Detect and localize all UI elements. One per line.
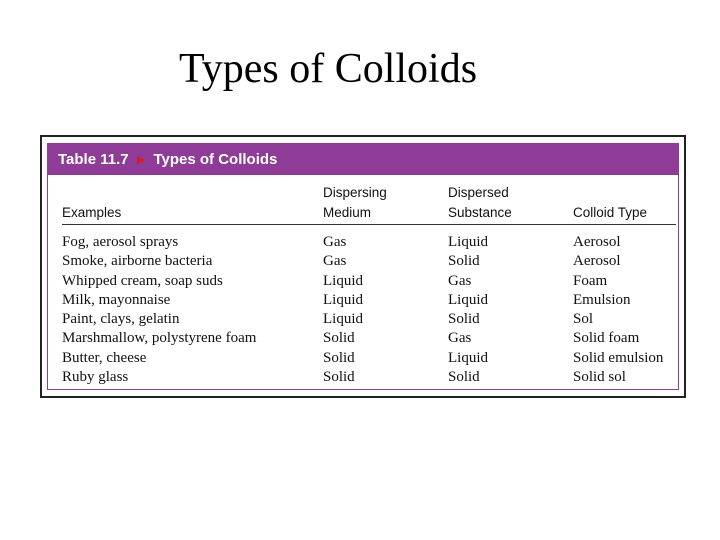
table-caption-number: Table 11.7 bbox=[58, 151, 129, 168]
cell-colloid-type: Aerosol bbox=[573, 253, 621, 270]
cell-examples: Marshmallow, polystyrene foam bbox=[62, 330, 257, 347]
table-caption-bar bbox=[48, 144, 678, 175]
cell-medium: Solid bbox=[323, 330, 355, 347]
cell-substance: Liquid bbox=[448, 349, 488, 366]
cell-colloid-type: Emulsion bbox=[573, 291, 631, 308]
cell-colloid-type: Sol bbox=[573, 311, 594, 328]
cell-examples: Smoke, airborne bacteria bbox=[62, 253, 213, 270]
header-colloid-type: Colloid Type bbox=[573, 205, 648, 220]
table-row bbox=[48, 349, 678, 368]
cell-medium: Solid bbox=[323, 349, 355, 366]
table-row bbox=[48, 310, 678, 329]
colloid-table bbox=[47, 143, 679, 390]
header-medium-line1: Dispersing bbox=[323, 185, 387, 200]
cell-examples: Ruby glass bbox=[62, 369, 129, 386]
cell-substance: Liquid bbox=[448, 291, 488, 308]
colloid-table-frame bbox=[40, 135, 686, 398]
table-row bbox=[48, 233, 678, 252]
cell-examples: Paint, clays, gelatin bbox=[62, 311, 180, 328]
cell-substance: Gas bbox=[448, 330, 472, 347]
header-substance-line1: Dispersed bbox=[448, 185, 509, 200]
header-medium-line2: Medium bbox=[323, 205, 372, 220]
table-row bbox=[48, 252, 678, 271]
cell-medium: Solid bbox=[323, 369, 355, 386]
slide-title: Types of Colloids bbox=[179, 46, 478, 92]
table-row bbox=[48, 368, 678, 387]
cell-examples: Fog, aerosol sprays bbox=[62, 234, 179, 250]
cell-medium: Gas bbox=[323, 253, 347, 270]
table-caption-title: Types of Colloids bbox=[153, 151, 278, 168]
cell-medium: Gas bbox=[323, 234, 347, 250]
cell-medium: Liquid bbox=[323, 311, 363, 328]
cell-examples: Whipped cream, soap suds bbox=[62, 272, 223, 289]
cell-colloid-type: Foam bbox=[573, 272, 608, 289]
cell-substance: Solid bbox=[448, 253, 480, 270]
cell-medium: Liquid bbox=[323, 291, 363, 308]
cell-colloid-type: Solid sol bbox=[573, 369, 626, 386]
cell-substance: Solid bbox=[448, 369, 480, 386]
caption-arrow-icon: ► bbox=[134, 152, 148, 167]
cell-examples: Milk, mayonnaise bbox=[62, 291, 171, 308]
cell-colloid-type: Aerosol bbox=[573, 234, 621, 250]
table-row bbox=[48, 291, 678, 310]
table-row bbox=[48, 272, 678, 291]
header-substance-line2: Substance bbox=[448, 205, 512, 220]
cell-substance: Solid bbox=[448, 311, 480, 328]
header-examples: Examples bbox=[62, 205, 122, 220]
cell-substance: Gas bbox=[448, 272, 472, 289]
cell-medium: Liquid bbox=[323, 272, 363, 289]
table-row bbox=[48, 329, 678, 348]
cell-examples: Butter, cheese bbox=[62, 349, 147, 366]
cell-substance: Liquid bbox=[448, 234, 488, 250]
cell-colloid-type: Solid foam bbox=[573, 330, 640, 347]
header-divider bbox=[62, 224, 676, 225]
table-body bbox=[48, 233, 678, 387]
cell-colloid-type: Solid emulsion bbox=[573, 349, 664, 366]
